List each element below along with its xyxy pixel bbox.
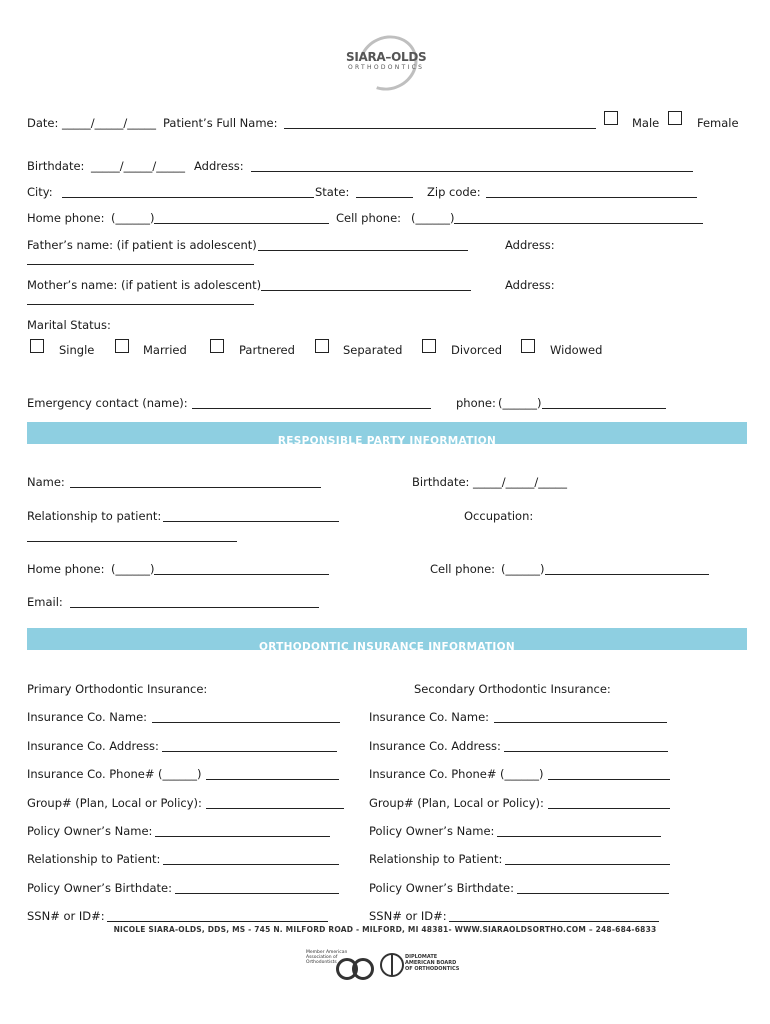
primary-ssn-field[interactable] bbox=[107, 921, 328, 922]
abo-diplomate-logo bbox=[380, 951, 470, 977]
rp-home-phone-area[interactable]: (______) bbox=[111, 562, 155, 576]
primary-co-phone-area[interactable]: (______) bbox=[158, 767, 202, 781]
primary-group-field[interactable] bbox=[206, 808, 344, 809]
state-field[interactable] bbox=[356, 197, 413, 198]
secondary-insurance-label: Secondary Orthodontic Insurance: bbox=[414, 682, 611, 696]
city-field[interactable] bbox=[62, 197, 314, 198]
primary-owner-name-label: Policy Owner’s Name: bbox=[27, 824, 153, 838]
secondary-owner-name-field[interactable] bbox=[497, 836, 661, 837]
rp-birthdate-label: Birthdate: bbox=[412, 475, 470, 489]
home-phone-field[interactable] bbox=[154, 223, 329, 224]
secondary-co-phone-label: Insurance Co. Phone# bbox=[369, 767, 497, 781]
cell-phone-area[interactable]: (______) bbox=[411, 211, 455, 225]
father-address-label: Address: bbox=[505, 238, 555, 252]
birthdate-field[interactable]: _____/_____/_____ bbox=[91, 159, 185, 173]
rp-relationship-label: Relationship to patient: bbox=[27, 509, 162, 523]
rp-birthdate-field[interactable]: _____/_____/_____ bbox=[473, 475, 567, 489]
primary-insurance-label: Primary Orthodontic Insurance: bbox=[27, 682, 208, 696]
footer-address: NICOLE SIARA-OLDS, DDS, MS - 745 N. MILFORD ROAD - MILFORD, MI 48381- WWW.SIARAOLDSORTHO.COM – 248-684-6833 bbox=[113, 925, 657, 934]
primary-owner-name-field[interactable] bbox=[155, 836, 330, 837]
aao-member-logo bbox=[306, 950, 376, 978]
home-phone-area[interactable]: (______) bbox=[111, 211, 155, 225]
female-label: Female bbox=[697, 116, 739, 130]
primary-owner-birthdate-field[interactable] bbox=[175, 893, 339, 894]
mother-address-field[interactable] bbox=[27, 304, 254, 305]
marital-status-label: Marital Status: bbox=[27, 318, 111, 332]
primary-owner-birthdate-label: Policy Owner’s Birthdate: bbox=[27, 881, 173, 895]
emergency-contact-field[interactable] bbox=[192, 408, 431, 409]
rp-email-field[interactable] bbox=[70, 607, 319, 608]
emergency-phone-label: phone: bbox=[456, 396, 496, 410]
abo-line-2: AMERICAN BOARD bbox=[405, 960, 457, 966]
abo-line-1: DIPLOMATE bbox=[405, 954, 438, 960]
rp-cell-phone-field[interactable] bbox=[545, 574, 709, 575]
rp-occupation-label: Occupation: bbox=[464, 509, 534, 523]
date-field[interactable]: _____/_____/_____ bbox=[62, 116, 156, 130]
male-checkbox[interactable] bbox=[604, 111, 618, 125]
male-label: Male bbox=[632, 116, 660, 130]
secondary-owner-birthdate-field[interactable] bbox=[517, 893, 669, 894]
primary-co-phone-label: Insurance Co. Phone# bbox=[27, 767, 155, 781]
secondary-group-field[interactable] bbox=[548, 808, 670, 809]
rp-cell-phone-area[interactable]: (______) bbox=[501, 562, 545, 576]
primary-relationship-label: Relationship to Patient: bbox=[27, 852, 161, 866]
father-name-field[interactable] bbox=[258, 250, 468, 251]
divorced-checkbox[interactable] bbox=[422, 339, 436, 353]
primary-relationship-field[interactable] bbox=[163, 864, 339, 865]
practice-logo bbox=[340, 36, 432, 88]
address-label: Address: bbox=[194, 159, 244, 173]
emergency-phone-area[interactable]: (______) bbox=[498, 396, 542, 410]
single-label: Single bbox=[59, 343, 95, 357]
secondary-co-name-field[interactable] bbox=[494, 722, 667, 723]
married-checkbox[interactable] bbox=[115, 339, 129, 353]
secondary-co-address-label: Insurance Co. Address: bbox=[369, 739, 501, 753]
primary-co-name-label: Insurance Co. Name: bbox=[27, 710, 148, 724]
emergency-contact-label: Emergency contact (name): bbox=[27, 396, 188, 410]
aao-ring-icon-2 bbox=[352, 958, 374, 980]
rp-email-label: Email: bbox=[27, 595, 63, 609]
secondary-relationship-field[interactable] bbox=[505, 864, 670, 865]
patient-name-field[interactable] bbox=[284, 128, 596, 129]
widowed-checkbox[interactable] bbox=[521, 339, 535, 353]
rp-home-phone-label: Home phone: bbox=[27, 562, 105, 576]
logo-subtitle: ORTHODONTICS bbox=[348, 64, 425, 71]
emergency-phone-field[interactable] bbox=[542, 408, 666, 409]
primary-co-phone-field[interactable] bbox=[206, 779, 339, 780]
secondary-ssn-field[interactable] bbox=[449, 921, 659, 922]
rp-relationship-field[interactable] bbox=[163, 521, 339, 522]
separated-label: Separated bbox=[343, 343, 403, 357]
secondary-relationship-label: Relationship to Patient: bbox=[369, 852, 503, 866]
mother-name-label: Mother’s name: (if patient is adolescent) bbox=[27, 278, 262, 292]
rp-name-label: Name: bbox=[27, 475, 65, 489]
primary-group-label: Group# (Plan, Local or Policy): bbox=[27, 796, 202, 810]
cell-phone-field[interactable] bbox=[454, 223, 703, 224]
secondary-co-phone-field[interactable] bbox=[548, 779, 670, 780]
primary-co-address-field[interactable] bbox=[162, 751, 337, 752]
responsible-party-header: RESPONSIBLE PARTY INFORMATION bbox=[27, 422, 747, 444]
secondary-owner-birthdate-label: Policy Owner’s Birthdate: bbox=[369, 881, 515, 895]
patient-name-label: Patient’s Full Name: bbox=[163, 116, 278, 130]
home-phone-label: Home phone: bbox=[27, 211, 105, 225]
secondary-co-phone-area[interactable]: (______) bbox=[500, 767, 544, 781]
primary-co-name-field[interactable] bbox=[152, 722, 340, 723]
cell-phone-label: Cell phone: bbox=[336, 211, 402, 225]
birthdate-label: Birthdate: bbox=[27, 159, 85, 173]
widowed-label: Widowed bbox=[550, 343, 603, 357]
mother-name-field[interactable] bbox=[261, 290, 471, 291]
address-field[interactable] bbox=[251, 171, 693, 172]
logo-name: SIARA–OLDS bbox=[346, 50, 427, 64]
primary-co-address-label: Insurance Co. Address: bbox=[27, 739, 159, 753]
secondary-owner-name-label: Policy Owner’s Name: bbox=[369, 824, 495, 838]
secondary-ssn-label: SSN# or ID#: bbox=[369, 909, 447, 923]
secondary-co-name-label: Insurance Co. Name: bbox=[369, 710, 490, 724]
separated-checkbox[interactable] bbox=[315, 339, 329, 353]
mother-address-label: Address: bbox=[505, 278, 555, 292]
zip-field[interactable] bbox=[486, 197, 697, 198]
date-label: Date: bbox=[27, 116, 59, 130]
zip-label: Zip code: bbox=[427, 185, 481, 199]
rp-occupation-field[interactable] bbox=[27, 541, 237, 542]
partnered-checkbox[interactable] bbox=[210, 339, 224, 353]
state-label: State: bbox=[315, 185, 350, 199]
father-name-label: Father’s name: (if patient is adolescent) bbox=[27, 238, 257, 252]
insurance-header: ORTHODONTIC INSURANCE INFORMATION bbox=[27, 628, 747, 650]
primary-ssn-label: SSN# or ID#: bbox=[27, 909, 105, 923]
married-label: Married bbox=[143, 343, 187, 357]
divorced-label: Divorced bbox=[451, 343, 503, 357]
rp-home-phone-field[interactable] bbox=[154, 574, 329, 575]
female-checkbox[interactable] bbox=[668, 111, 682, 125]
rp-name-field[interactable] bbox=[70, 487, 321, 488]
secondary-group-label: Group# (Plan, Local or Policy): bbox=[369, 796, 544, 810]
rp-cell-phone-label: Cell phone: bbox=[430, 562, 496, 576]
aao-text: Member American Association of Orthodontists bbox=[306, 950, 348, 965]
single-checkbox[interactable] bbox=[30, 339, 44, 353]
partnered-label: Partnered bbox=[239, 343, 295, 357]
secondary-co-address-field[interactable] bbox=[504, 751, 668, 752]
abo-line-3: OF ORTHODONTICS bbox=[405, 966, 460, 972]
city-label: City: bbox=[27, 185, 53, 199]
father-address-field[interactable] bbox=[27, 264, 254, 265]
abo-emblem-icon bbox=[380, 953, 404, 977]
